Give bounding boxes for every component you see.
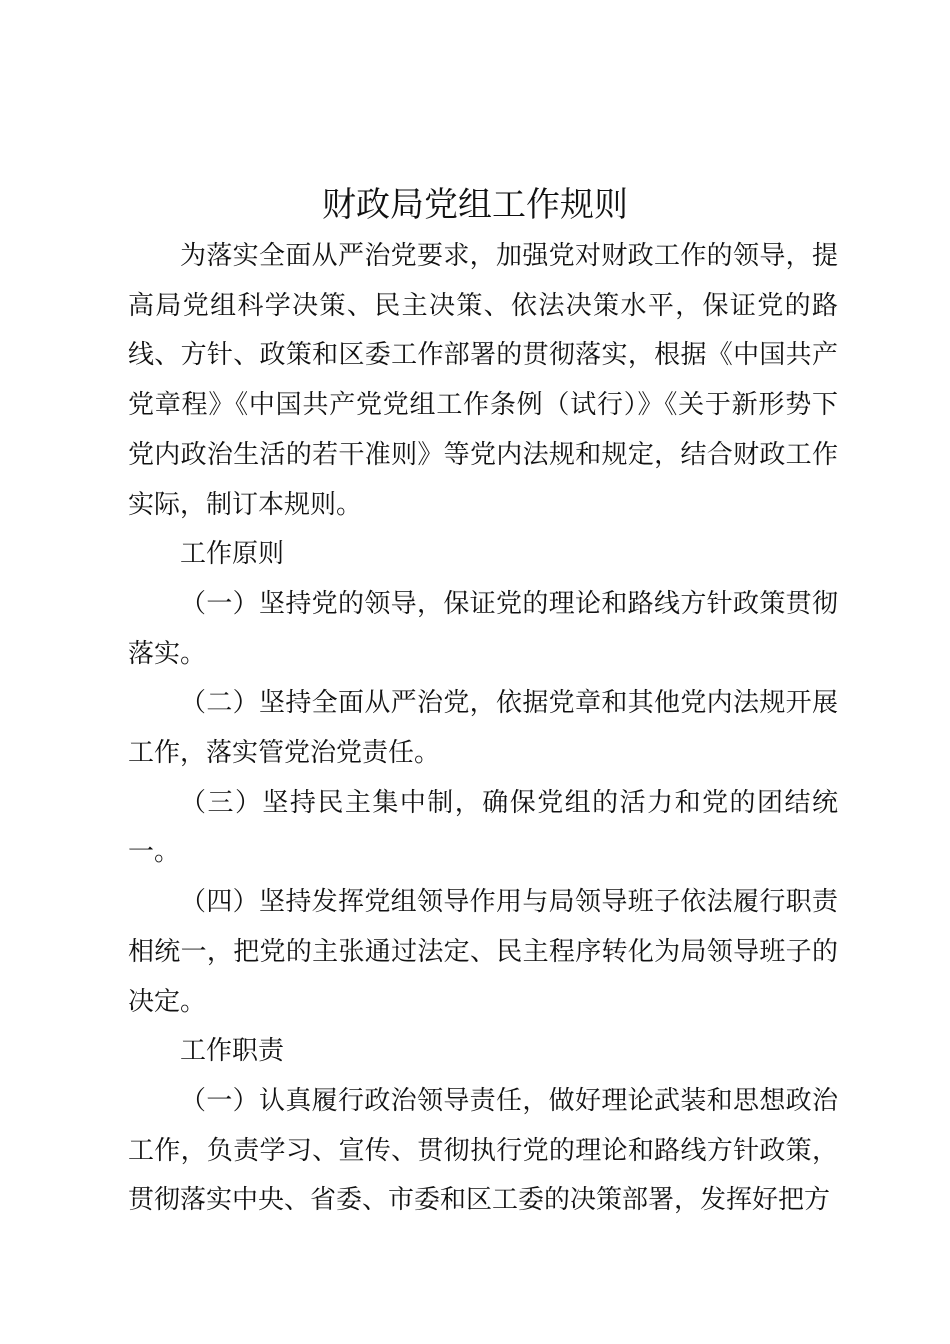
principle-item-2: （二）坚持全面从严治党，依据党章和其他党内法规开展工作，落实管党治党责任。 bbox=[128, 688, 838, 769]
principle-item-4: （四）坚持发挥党组领导作用与局领导班子依法履行职责相统一，把党的主张通过法定、民主程序转化为局领导班子的决定。 bbox=[128, 887, 838, 1017]
section-heading-principles: 工作原则 bbox=[180, 539, 285, 570]
section-heading-duties: 工作职责 bbox=[180, 1036, 285, 1067]
intro-paragraph: 为落实全面从严治党要求，加强党对财政工作的领导，提高局党组科学决策、民主决策、依法决策水平，保证党的路线、方针、政策和区委工作部署的贯彻落实，根据《中国共产党章程》《中国共产党党组工作条例（试行）》《关于新形势下党内政治生活的若干准则》等党内法规和规定，结合财政工作实际，制订本规则。 bbox=[128, 241, 838, 520]
principle-item-1: （一）坚持党的领导，保证党的理论和路线方针政策贯彻落实。 bbox=[128, 588, 838, 669]
duty-item-1: （一）认真履行政治领导责任，做好理论武装和思想政治工作，负责学习、宣传、贯彻执行党的理论和路线方针政策，贯彻落实中央、省委、市委和区工委的决策部署，发挥好把方 bbox=[128, 1085, 838, 1216]
document-title: 财政局党组工作规则 bbox=[322, 185, 628, 225]
principle-item-3: （三）坚持民主集中制，确保党组的活力和党的团结统一。 bbox=[128, 787, 838, 868]
document-body bbox=[128, 232, 838, 1226]
